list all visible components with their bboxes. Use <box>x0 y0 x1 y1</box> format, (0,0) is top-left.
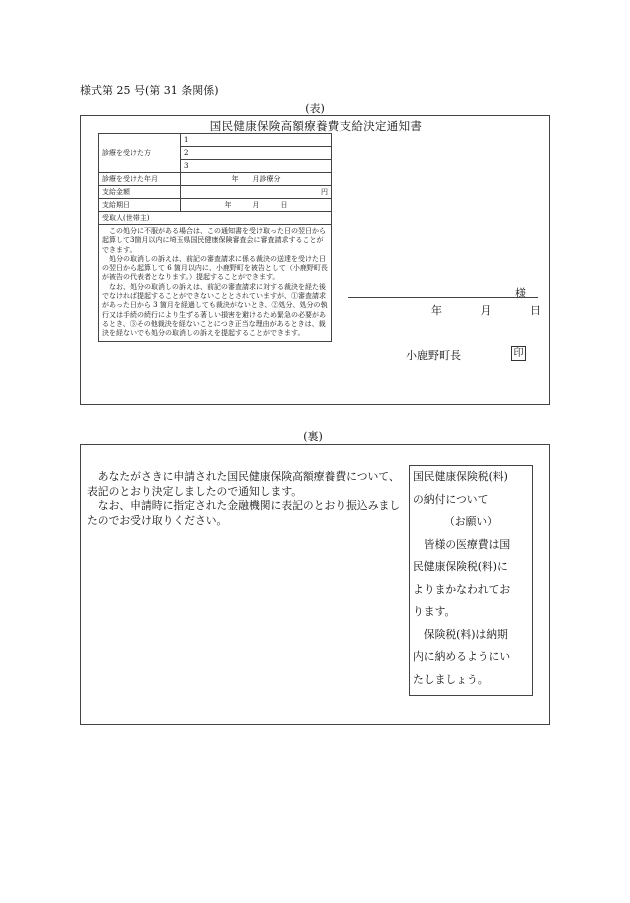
notice-paragraph-1: この処分に不服がある場合は、この通知書を受け取った日の翌日から起算して3箇月以内に埼玉県国民健康保険審査会に審査請求することができます。 <box>102 227 326 254</box>
back-message <box>87 470 407 528</box>
table-row <box>99 225 332 342</box>
recipient-row-1: 1 <box>181 134 332 147</box>
request-line: よりまかなわれてお <box>413 582 511 596</box>
form-number: 様式第 25 号(第 31 条関係) <box>80 84 219 97</box>
request-line: の納付について <box>413 492 489 506</box>
request-line: 民健康保険税(料)に <box>413 560 508 573</box>
table-row <box>99 212 332 225</box>
back-notice-box <box>80 444 550 725</box>
back-side-label: (裏) <box>303 430 323 443</box>
front-notice-box <box>80 115 550 405</box>
addressee-line <box>348 297 538 298</box>
issue-date-day: 日 <box>530 304 541 317</box>
notice-paragraph-2: 処分の取消しの訴えは、前記の審査請求に係る裁決の送達を受けた日の翌日から起算して 6 箇月以内に、小鹿野町を被告として（小鹿野町長が被告の代表者となります。）提起することができます。 <box>102 254 328 282</box>
payment-date-value: 年 月 日 <box>181 199 332 212</box>
request-line: ります。 <box>413 605 456 618</box>
treatment-month-label: 診療を受けた年月 <box>99 173 181 186</box>
table-row <box>99 173 332 186</box>
request-line: たしましょう。 <box>413 672 489 686</box>
notice-title: 国民健康保険高額療養費支給決定通知書 <box>209 119 423 133</box>
amount-label: 支給金額 <box>99 186 181 199</box>
issue-date <box>431 302 541 318</box>
appeal-notice <box>99 225 332 342</box>
treatment-month-value: 年 月診療分 <box>181 173 332 186</box>
amount-unit: 円 <box>181 186 332 199</box>
notice-paragraph-3: なお、処分の取消しの訴えは、前記の審査請求に対する裁決を経た後でなければ提起することができないこととされていますが、①審査請求があった日から 3 箇月を経過しても裁決がないとき、②処分、処分の執行又は手続の続行により生ずる著しい損害を避けるため緊急の必要があるとき、③その他裁決を経ないことにつき正当な理由があるときは、裁決を経ないでも処分の取消しの訴えを提起することができます。 <box>102 282 328 338</box>
recipient-label: 診療を受けた方 <box>99 134 181 173</box>
receiver-label: 受取人(世帯主) <box>99 212 332 225</box>
addressee-suffix: 様 <box>515 287 526 300</box>
seal-stamp: 印 <box>511 346 526 361</box>
payment-date-label: 支給期日 <box>99 199 181 212</box>
recipient-row-2: 2 <box>181 147 332 160</box>
request-line: 国民健康保険税(料) <box>413 470 508 483</box>
issue-date-year: 年 <box>431 304 442 317</box>
issue-date-month: 月 <box>480 304 492 317</box>
mayor-title: 小鹿野町長 <box>406 349 461 362</box>
back-message-paragraph-2: なお、申請時に指定された金融機関に表記のとおり振込みましたのでお受け取りください。 <box>87 499 401 527</box>
recipient-row-3: 3 <box>181 160 332 173</box>
front-side-label: (表) <box>305 102 325 115</box>
request-line: （お願い） <box>444 515 498 528</box>
table-row <box>99 134 332 147</box>
table-row <box>99 186 332 199</box>
request-line: 保険税(料)は納期 <box>423 627 508 641</box>
request-line: 皆様の医療費は国 <box>423 537 511 551</box>
request-line: 内に納めるようにい <box>413 650 511 663</box>
back-message-paragraph-1: あなたがさきに申請された国民健康保険高額療養費について、表記のとおり決定しましたので通知します。 <box>87 470 400 498</box>
table-row <box>99 199 332 212</box>
benefit-info-table <box>98 133 332 342</box>
tax-payment-request-box <box>409 465 533 696</box>
